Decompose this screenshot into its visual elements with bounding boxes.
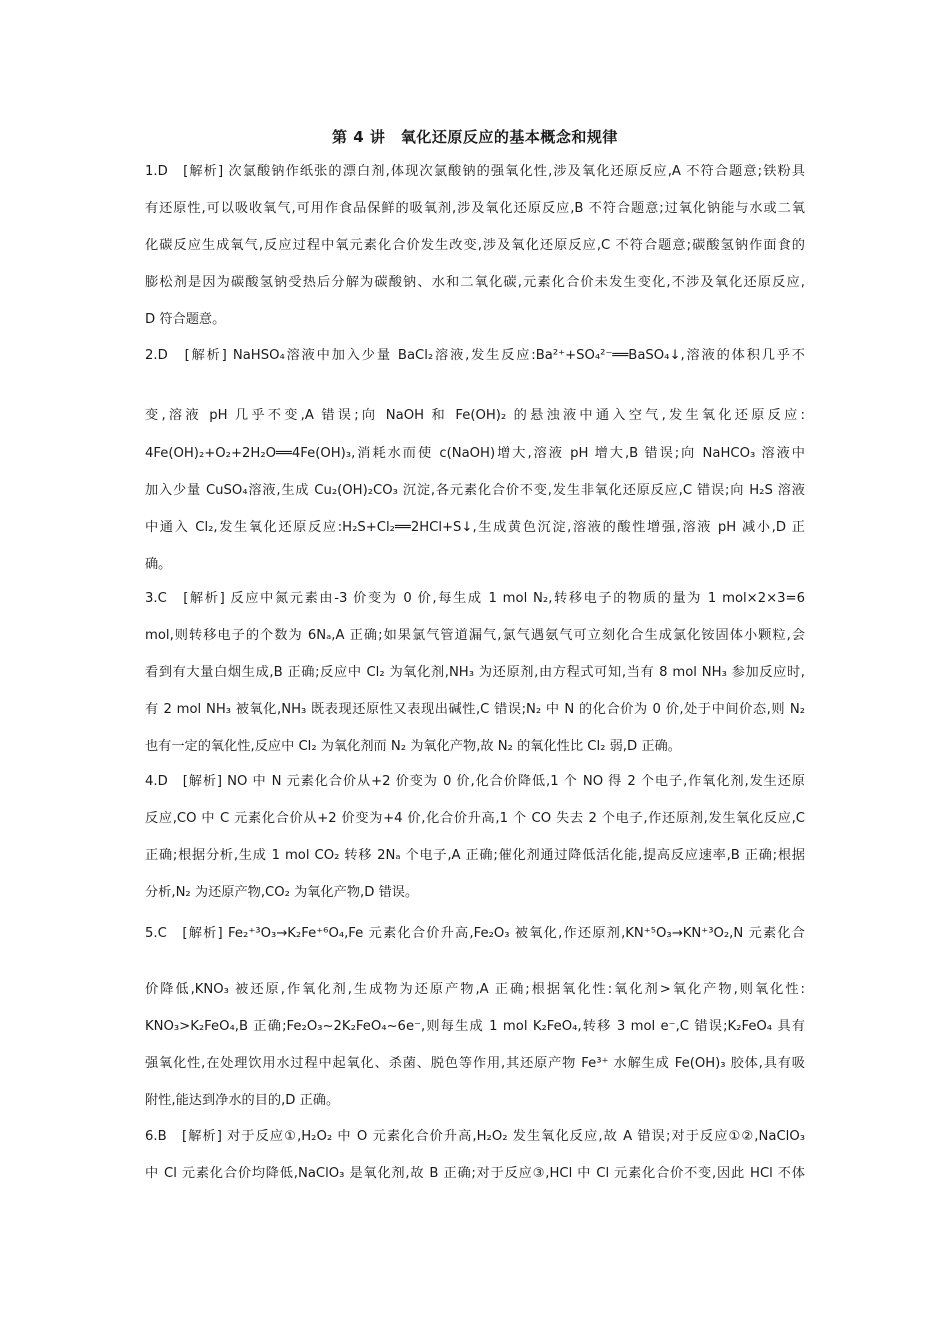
text-line: 反应,CO 中 C 元素化合价从+2 价变为+4 价,化合价升高,1 个 CO 失去 2 个电子,作还原剂,发生氧化反应,C [145,811,805,826]
text-line: 分析,N₂ 为还原产物,CO₂ 为氧化产物,D 错误。 [145,885,419,900]
text-line: 价降低,KNO₃ 被还原,作氧化剂,生成物为还原产物,A 正确;根据氧化性:氧化剂>氧化产物,则氧化性: [145,982,805,997]
text-line: 5.C [解析] Fe₂⁺³O₃→K₂Fe⁺⁶O₄,Fe 元素化合价升高,Fe₂O₃ 被氧化,作还原剂,KN⁺⁵O₃→KN⁺³O₂,N 元素化合 [145,926,805,941]
text-line: 附性,能达到净水的目的,D 正确。 [145,1093,340,1108]
text-line: 4.D [解析] NO 中 N 元素化合价从+2 价变为 0 价,化合价降低,1 个 NO 得 2 个电子,作氧化剂,发生还原 [145,774,805,789]
text-line: 也有一定的氧化性,反应中 Cl₂ 为氧化剂而 N₂ 为氧化产物,故 N₂ 的氧化性比 Cl₂ 弱,D 正确。 [145,739,681,754]
text-line: 4Fe(OH)₂+O₂+2H₂O══4Fe(OH)₃,消耗水而使 c(NaOH)增大,溶液 pH 增大,B 错误;向 NaHCO₃ 溶液中 [145,446,805,461]
text-line: 强氧化性,在处理饮用水过程中起氧化、杀菌、脱色等作用,其还原产物 Fe³⁺ 水解生成 Fe(OH)₃ 胶体,具有吸 [145,1056,805,1071]
text-line: 变,溶液 pH 几乎不变,A 错误;向 NaOH 和 Fe(OH)₂ 的悬浊液中通入空气,发生氧化还原反应: [145,408,805,423]
text-line: mol,则转移电子的个数为 6Nₐ,A 正确;如果氯气管道漏气,氯气遇氨气可立刻化合生成氯化铵固体小颗粒,会 [145,628,805,643]
text-line: 1.D [解析] 次氯酸钠作纸张的漂白剂,体现次氯酸钠的强氧化性,涉及氧化还原反应,A 不符合题意;铁粉具 [145,164,805,179]
text-line: 确。 [145,557,172,572]
text-line: D 符合题意。 [145,312,226,327]
text-line: 2.D [解析] NaHSO₄溶液中加入少量 BaCl₂溶液,发生反应:Ba²⁺+SO₄²⁻══BaSO₄↓,溶液的体积几乎不 [145,348,805,363]
page-title: 第 4 讲 氧化还原反应的基本概念和规律 [332,128,618,146]
text-line: 正确;根据分析,生成 1 mol CO₂ 转移 2Nₐ 个电子,A 正确;催化剂通过降低活化能,提高反应速率,B 正确;根据 [145,848,805,863]
text-line: 化碳反应生成氧气,反应过程中氧元素化合价发生改变,涉及氧化还原反应,C 不符合题意;碳酸氢钠作面食的 [145,238,805,253]
text-line: 膨松剂是因为碳酸氢钠受热后分解为碳酸钠、水和二氧化碳,元素化合价未发生变化,不涉及氧化还原反应, [145,275,805,290]
text-line: 有还原性,可以吸收氧气,可用作食品保鲜的吸氧剂,涉及氧化还原反应,B 不符合题意;过氧化钠能与水或二氧 [145,201,805,216]
text-line: 中 Cl 元素化合价均降低,NaClO₃ 是氧化剂,故 B 正确;对于反应③,HCl 中 Cl 元素化合价不变,因此 HCl 不体 [145,1166,805,1181]
text-line: 3.C [解析] 反应中氮元素由-3 价变为 0 价,每生成 1 mol N₂,转移电子的物质的量为 1 mol×2×3=6 [145,591,805,606]
text-line: KNO₃>K₂FeO₄,B 正确;Fe₂O₃~2K₂FeO₄~6e⁻,则每生成 1 mol K₂FeO₄,转移 3 mol e⁻,C 错误;K₂FeO₄ 具有 [145,1019,805,1034]
text-line: 6.B [解析] 对于反应①,H₂O₂ 中 O 元素化合价升高,H₂O₂ 发生氧化反应,故 A 错误;对于反应①②,NaClO₃ [145,1129,805,1144]
text-line: 有 2 mol NH₃ 被氧化,NH₃ 既表现还原性又表现出碱性,C 错误;N₂ 中 N 的化合价为 0 价,处于中间价态,则 N₂ [145,702,805,717]
text-line: 加入少量 CuSO₄溶液,生成 Cu₂(OH)₂CO₃ 沉淀,各元素化合价不变,发生非氧化还原反应,C 错误;向 H₂S 溶液 [145,483,805,498]
text-line: 看到有大量白烟生成,B 正确;反应中 Cl₂ 为氧化剂,NH₃ 为还原剂,由方程式可知,当有 8 mol NH₃ 参加反应时, [145,665,805,680]
text-line: 中通入 Cl₂,发生氧化还原反应:H₂S+Cl₂══2HCl+S↓,生成黄色沉淀,溶液的酸性增强,溶液 pH 减小,D 正 [145,520,805,535]
